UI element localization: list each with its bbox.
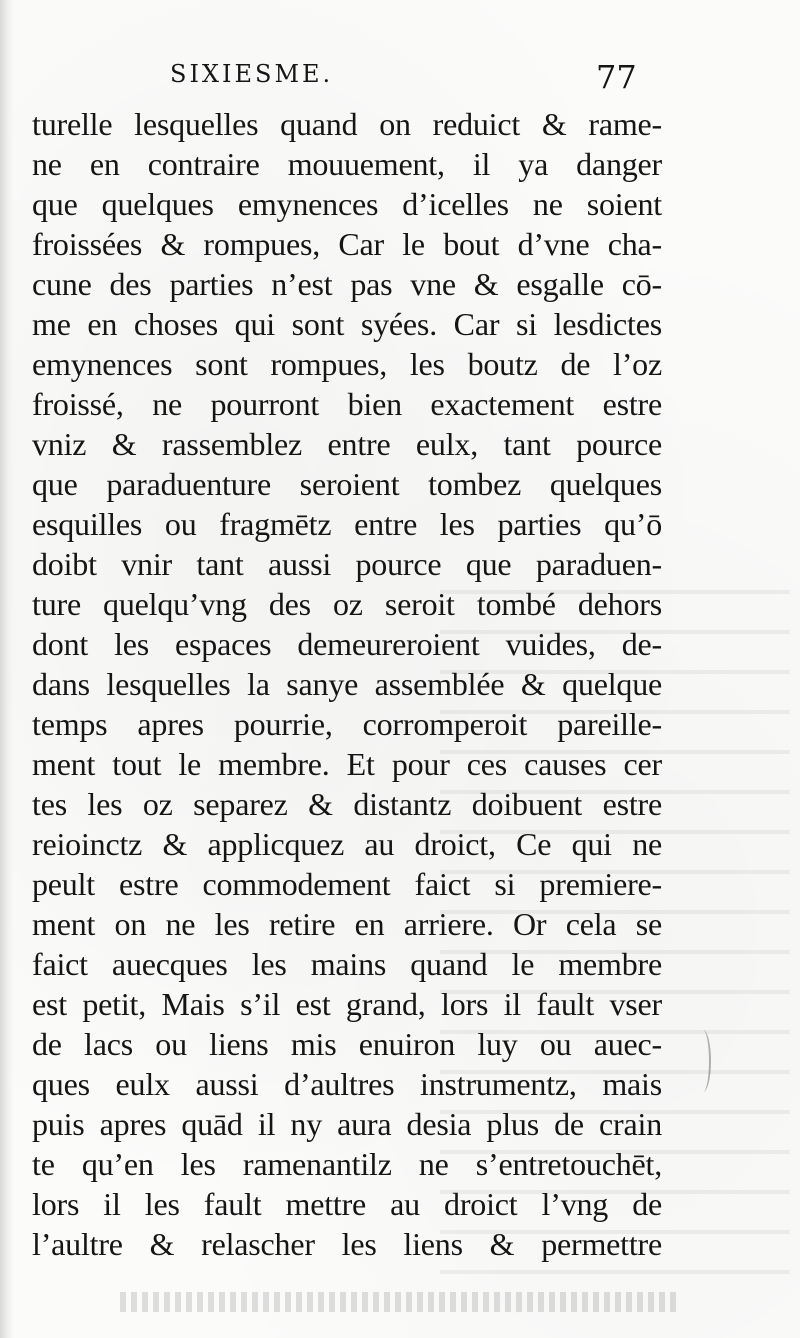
text-line: emynences sont rompues, les boutz de l’oz [32,346,662,382]
text-line: cune des parties n’est pas vne & esgalle cō- [32,266,662,302]
text-line: que quelques emynences d’icelles ne soient [32,186,662,222]
text-line: froissé, ne pourront bien exactement estre [32,386,662,422]
text-line: vniz & rassemblez entre eulx, tant pource [32,426,662,462]
text-line: ment tout le membre. Et pour ces causes cer [32,746,662,782]
text-line: ne en contraire mouuement, il ya danger [32,146,662,182]
text-line: de lacs ou liens mis enuiron luy ou auec- [32,1026,662,1062]
bottom-bleed-through [120,1292,680,1312]
text-line: te qu’en les ramenantilz ne s’entretouchēt, [32,1146,662,1182]
text-line: dans lesquelles la sanye assemblée & quelque [32,666,662,702]
text-line: doibt vnir tant aussi pource que paraduen- [32,546,662,582]
text-line: turelle lesquelles quand on reduict & rame- [32,106,662,142]
text-line: que paraduenture seroient tombez quelques [32,466,662,502]
text-line: dont les espaces demeureroient vuides, de- [32,626,662,662]
text-line: l’aultre & relascher les liens & permettre [32,1226,662,1262]
text-line: ques eulx aussi d’aultres instrumentz, mais [32,1066,662,1102]
text-line: ture quelqu’vng des oz seroit tombé dehors [32,586,662,622]
running-head: SIXIESME. [170,60,334,88]
margin-mark [695,1030,711,1092]
text-line: temps apres pourrie, corromperoit pareille- [32,706,662,742]
text-line: faict auecques les mains quand le membre [32,946,662,982]
page-gutter-shadow [0,0,14,1338]
text-line: lors il les fault mettre au droict l’vng de [32,1186,662,1222]
text-line: froissées & rompues, Car le bout d’vne cha- [32,226,662,262]
text-line: me en choses qui sont syées. Car si lesdictes [32,306,662,342]
text-line: esquilles ou fragmētz entre les parties qu’ō [32,506,662,542]
text-line: reioinctz & applicquez au droict, Ce qui ne [32,826,662,862]
page-number: 77 [596,58,637,96]
text-line: ment on ne les retire en arriere. Or cela se [32,906,662,942]
body-text [32,104,662,1264]
text-line: tes les oz separez & distantz doibuent estre [32,786,662,822]
text-line: puis apres quād il ny aura desia plus de crain [32,1106,662,1142]
text-line: peult estre commodement faict si premiere- [32,866,662,902]
text-line: est petit, Mais s’il est grand, lors il fault vser [32,986,662,1022]
